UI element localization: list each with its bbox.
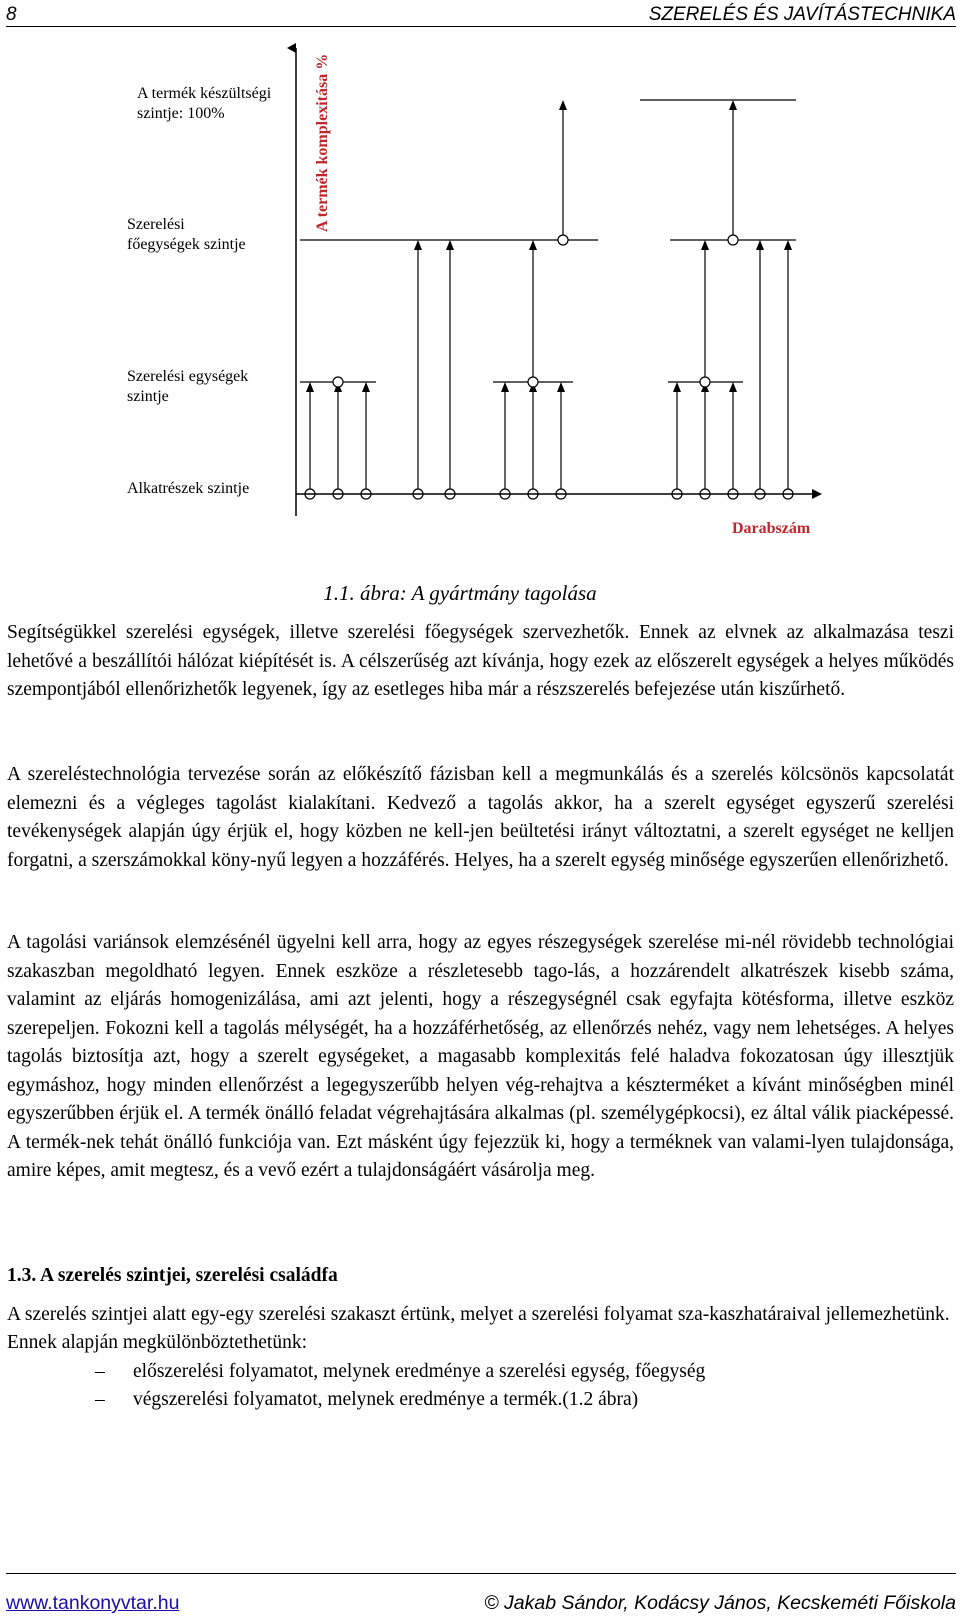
unit-node	[528, 377, 538, 387]
list-item	[7, 1358, 954, 1387]
level-label-product-1: A termék készültségi	[137, 85, 272, 102]
list-dash: –	[95, 1389, 105, 1410]
part-stem-arrowhead	[306, 382, 314, 392]
page-header	[6, 4, 956, 27]
part-stem-arrowhead	[501, 382, 509, 392]
assembly-tree	[300, 100, 796, 499]
process-list	[7, 1358, 954, 1415]
y-axis-label: A termék komplexitása %	[314, 53, 331, 232]
part-stem-arrowhead	[784, 240, 792, 250]
body-block-1	[7, 619, 954, 705]
footer-website-link[interactable]: www.tankonyvtar.hu	[6, 1592, 180, 1614]
body-block-3	[7, 929, 954, 1186]
unit-stem-arrowhead	[529, 240, 537, 250]
page-number: 8	[6, 4, 17, 25]
part-stem-arrowhead	[557, 382, 565, 392]
level-label-main-units-2: főegységek szintje	[127, 236, 246, 253]
section-paragraph-2: Ennek alapján megkülönböztethetünk:	[7, 1332, 307, 1353]
level-label-parts: Alkatrészek szintje	[127, 480, 250, 497]
x-axis-arrowhead	[812, 489, 822, 499]
level-label-units-1: Szerelési egységek	[127, 368, 249, 385]
body-block-2	[7, 761, 954, 875]
level-label-product-2: szintje: 100%	[137, 105, 225, 122]
paragraph-1: Segítségükkel szerelési egységek, illetve szerelési főegységek szervezhetők. Ennek az elvnek az alkalmazása teszi lehetővé a beszállítói hálózat kiépítését is. A célszerűség azt kívánja, hogy ezek az előszerelt egységek a helyes működés szempontjából ellenőrizhetők legyenek, így az esetleges hiba már a részszerelés befejezése után kiszűrhető.	[7, 622, 954, 700]
part-stem-arrowhead	[673, 382, 681, 392]
paragraph-2: A szereléstechnológia tervezése során az előkészítő fázisban kell a megmunkálás és a szerelés kölcsönös kapcsolatát elemezni és a végleges tagolást kialakítani. Kedvező a tagolás akkor, ha a szerelt egységet egyszerű szerelési tevékenységek alapján úgy érjük el, hogy közben ne kell-jen beültetési irányt változtatni, a szerelt egységet ne kelljen forgatni, a szerszámokkal köny-nyű legyen a hozzáférés. Helyes, ha a szerelt egység minősége egyszerűen ellenőrizhető.	[7, 764, 954, 871]
main-unit-stem-arrowhead	[729, 100, 737, 110]
list-item-text: előszerelési folyamatot, melynek eredménye a szerelési egység, főegység	[133, 1360, 706, 1382]
section-heading: 1.3. A szerelés szintjei, szerelési családfa	[7, 1265, 338, 1286]
unit-stem-arrowhead	[701, 240, 709, 250]
section-block	[7, 1262, 954, 1415]
level-label-units-2: szintje	[127, 388, 169, 405]
unit-node	[700, 377, 710, 387]
main-unit-stem-arrowhead	[559, 100, 567, 110]
header-title: SZERELÉS ÉS JAVÍTÁSTECHNIKA	[648, 4, 956, 25]
product-structure-diagram	[0, 30, 960, 570]
part-stem-arrowhead	[729, 382, 737, 392]
main-unit-node	[558, 235, 568, 245]
unit-node	[333, 377, 343, 387]
page-footer	[6, 1573, 956, 1620]
part-stem-arrowhead	[756, 240, 764, 250]
paragraph-3: A tagolási variánsok elemzésénél ügyelni kell arra, hogy az egyes részegységek szerelése mi-nél rövidebb technológiai szakaszban megoldható legyen. Ennek eszköze a részletesebb tago-lás, a hozzárendelt alkatrészek kisebb száma, valamint az eljárás homogenizálása, ami azt jelenti, hogy a részegységnél csak egyfajta kötésforma, illetve eszköz szerepeljen. Fokozni kell a tagolás mélységét, ha a hozzáférhetőség, az ellenőrzés nehéz, vagy nem lehetséges. A helyes tagolás biztosítja azt, hogy a szerelt egységeket, a magasabb komplexitás felé haladva fokozatosan úgy illesztjük egymáshoz, hogy minden ellenőrzést a legegyszerűbb helyen vég-rehajtva a készterméket a kívánt minőségben minél egyszerűbben érjük el. A termék önálló feladat végrehajtására alkalmas (pl. személygépkocsi), ez által válik piacképessé. A termék-nek tehát önálló funkciója van. Ezt másként úgy fejezzük ki, hogy a terméknek van valami-lyen tulajdonsága, amire képes, amit megtesz, és a vevő ezért a tulajdonságáért vásárolja meg.	[7, 932, 954, 1181]
level-label-main-units-1: Szerelési	[127, 216, 185, 233]
main-unit-node	[728, 235, 738, 245]
part-stem-arrowhead	[446, 240, 454, 250]
list-item-text: végszerelési folyamatot, melynek eredménye a termék.(1.2 ábra)	[133, 1389, 639, 1410]
footer-copyright: © Jakab Sándor, Kodácsy János, Kecskeméti Főiskola	[484, 1592, 956, 1614]
figure-caption: 1.1. ábra: A gyártmány tagolása	[323, 581, 597, 605]
list-item	[7, 1386, 954, 1415]
part-stem-arrowhead	[362, 382, 370, 392]
x-axis-label: Darabszám	[732, 520, 811, 537]
section-paragraph-1: A szerelés szintjei alatt egy-egy szerelési szakaszt értünk, melyet a szerelési folyamat sza-kaszhatáraival jellemezhetünk.	[7, 1303, 950, 1325]
part-stem-arrowhead	[414, 240, 422, 250]
list-dash: –	[95, 1360, 105, 1382]
